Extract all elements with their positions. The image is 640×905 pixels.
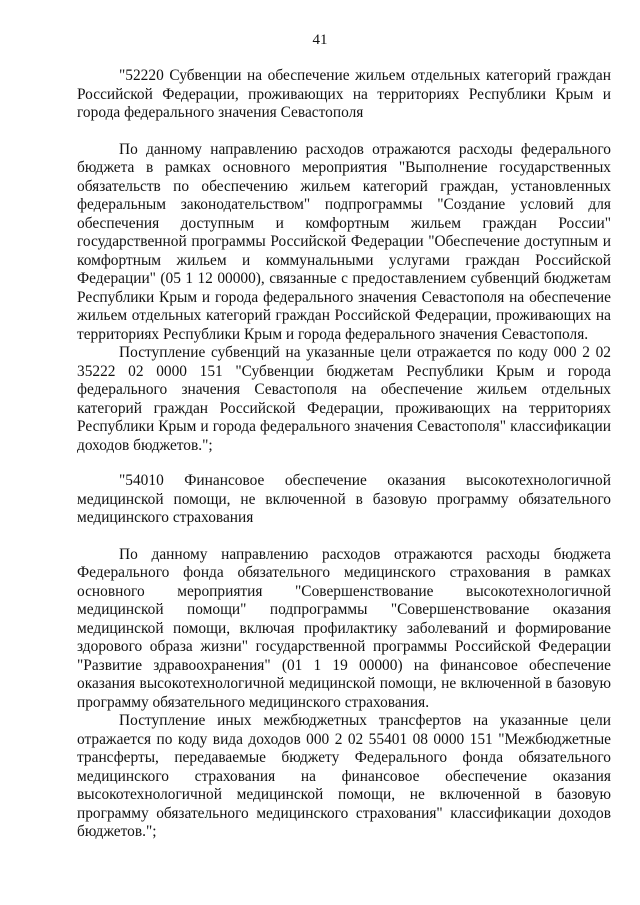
spacer — [77, 455, 611, 472]
section-52220-paragraph-1: По данному направлению расходов отражаются расходы федерального бюджета в рамках основного мероприятия "Выполнение государственных обязательств по обеспечению жильем категорий граждан, установленных федеральным законодательством" подпрограммы "Создание условий для обеспечения доступным и комфортным жильем граждан России" государственной программы Российской Федерации "Обеспечение доступным и комфортным жильем и коммунальными услугами граждан Российской Федерации" (05 1 12 00000), связанные с предоставлением субвенций бюджетам Республики Крым и города федерального значения Севастополя на обеспечение жильем отдельных категорий граждан Российской Федерации, проживающих на территориях Республики Крым и города федерального значения Севастополя. — [77, 140, 611, 343]
spacer — [77, 123, 611, 141]
section-title-52220: "52220 Субвенции на обеспечение жильем отдельных категорий граждан Российской Федерации, проживающих на территориях Республики Крым и города федерального значения Севастополя — [77, 67, 611, 121]
page-number: 41 — [312, 32, 328, 48]
section-title-54010: "54010 Финансовое обеспечение оказания высокотехнологичной медицинской помощи, не включенной в базовую программу обязательного медицинского страхования — [77, 472, 611, 526]
document-body — [77, 67, 611, 842]
section-52220-paragraph-2: Поступление субвенций на указанные цели отражается по коду 000 2 02 35222 02 0000 151 "Субвенции бюджетам Республики Крым и города федерального значения Севастополя на обеспечение жильем отдельных категорий граждан Российской Федерации, проживающих на территориях Республики Крым и города федерального значения Севастополя" классификации доходов бюджетов."; — [77, 344, 611, 454]
section-54010-paragraph-2: Поступление иных межбюджетных трансфертов на указанные цели отражается по коду вида доходов 000 2 02 55401 08 0000 151 "Межбюджетные трансферты, передаваемые бюджету Федерального фонда обязательного медицинского страхования на финансовое обеспечение оказания высокотехнологичной медицинской помощи, не включенной в базовую программу обязательного медицинского страхования" классификации доходов бюджетов."; — [77, 712, 611, 840]
spacer — [77, 528, 611, 546]
section-54010-paragraph-1: По данному направлению расходов отражаются расходы бюджета Федерального фонда обязательного медицинского страхования в рамках основного мероприятия "Совершенствование высокотехнологичной медицинской помощи" подпрограммы "Совершенствование оказания медицинской помощи, включая профилактику заболеваний и формирование здорового образа жизни" государственной программы Российской Федерации "Развитие здравоохранения" (01 1 19 00000) на финансовое обеспечение оказания высокотехнологичной медицинской помощи, не включенной в базовую программу обязательного медицинского страхования. — [77, 545, 611, 711]
